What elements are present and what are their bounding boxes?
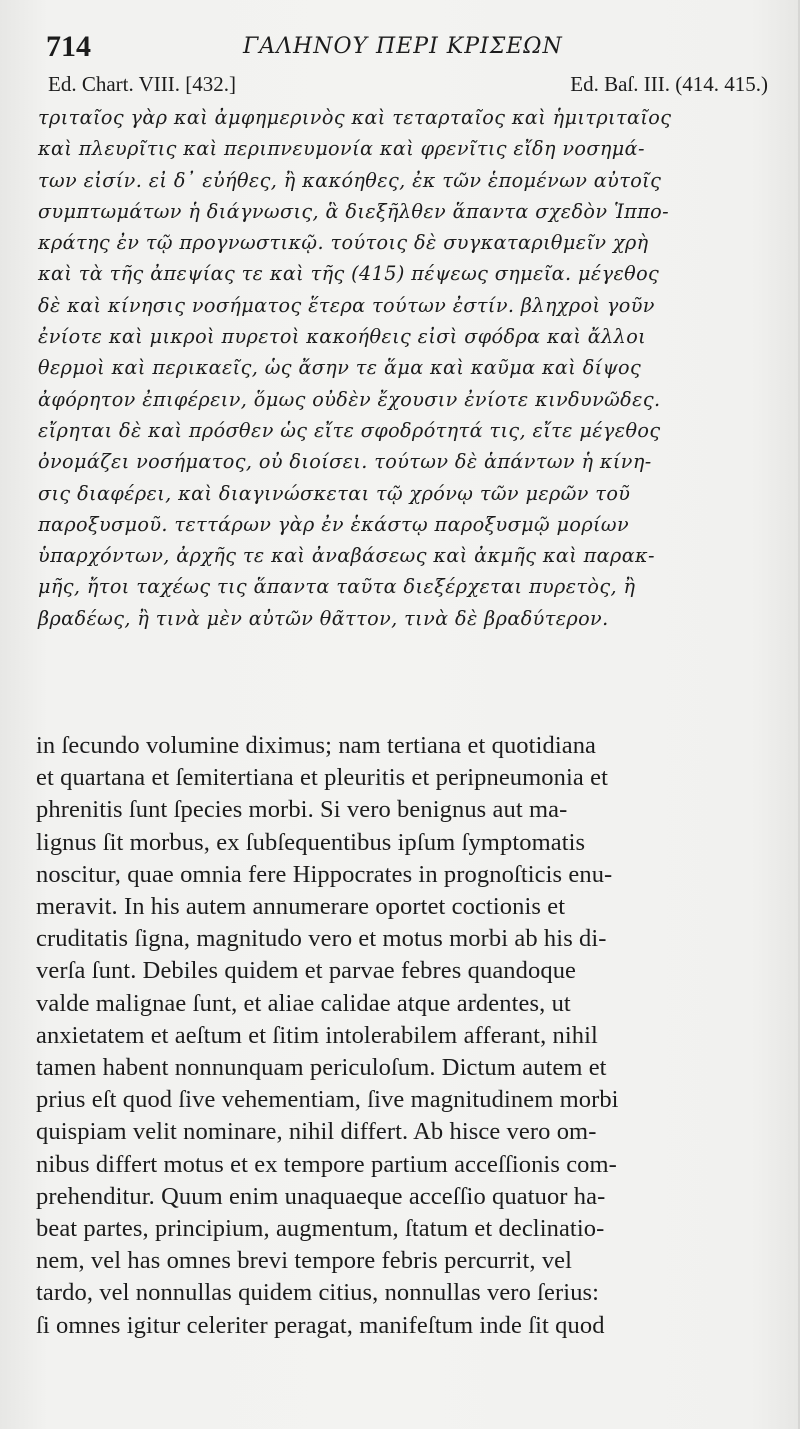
greek-text-line: ὑπαρχόντων, ἀρχῆς τε καὶ ἀναβάσεως καὶ ἀκμῆς καὶ παρακ- [38,544,655,568]
greek-text-line: κράτης ἐν τῷ προγνωστικῷ. τούτοις δὲ συγκαταριθμεῖν χρὴ [38,231,649,255]
latin-text-block [36,730,778,1342]
latin-text-line: cruditatis ſigna, magnitudo vero et motus morbi ab his di- [36,925,607,953]
greek-text-line: ὀνομάζει νοσήματος, οὐ διοίσει. τούτων δὲ ἁπάντων ἡ κίνη- [38,450,652,474]
latin-text-line: beat partes, principium, augmentum, ſtatum et declinatio- [36,1215,605,1243]
latin-text-line: noscitur, quae omnia fere Hippocrates in prognoſticis enu- [36,860,613,888]
greek-text-line: των εἰσίν. εἰ δ᾽ εὐήθες, ἢ κακόηθες, ἐκ τῶν ἑπομένων αὐτοῖς [38,168,662,192]
greek-text-line: μῆς, ἤτοι ταχέως τις ἅπαντα ταῦτα διεξέρχεται πυρετὸς, ἢ [38,575,636,599]
latin-text-line: valde malignae ſunt, et aliae calidae atque ardentes, ut [36,989,571,1017]
latin-text-line: in ſecundo volumine diximus; nam tertiana et quotidiana [36,732,597,759]
edition-chart-reference: Ed. Chart. VIII. [432.] [48,72,236,96]
latin-text-line: tardo, vel nonnullas quidem citius, nonnullas vero ſerius: [36,1279,600,1307]
latin-text-line: tamen habent nonnunquam periculoſum. Dictum autem et [36,1054,607,1082]
running-title: ΓΑΛΗΝΟΥ ΠΕΡΙ ΚΡΙΣΕΩΝ [243,34,563,59]
page-header [38,28,778,68]
latin-text-line: anxietatem et aeſtum et ſitim intolerabilem afferant, nihil [36,1021,598,1049]
edition-reference-line [48,72,768,102]
latin-text-line: quispiam velit nominare, nihil differt. Ab hisce vero om- [36,1118,597,1146]
latin-text-line: meravit. In his autem annumerare oportet coctionis et [36,893,566,921]
latin-text-line: phrenitis ſunt ſpecies morbi. Si vero benignus aut ma- [36,796,568,824]
greek-text-block [38,102,773,634]
latin-text-line: verſa ſunt. Debiles quidem et parvae febres quandoque [36,957,577,985]
latin-text-line: lignus ſit morbus, ex ſubſequentibus ipſum ſymptomatis [36,828,586,856]
latin-text-line: prius eſt quod ſive vehementiam, ſive magnitudinem morbi [36,1086,619,1114]
greek-text-line: εἴρηται δὲ καὶ πρόσθεν ὡς εἴτε σφοδρότητά τις, εἴτε μέγεθος [38,418,661,442]
latin-text-line: nem, vel has omnes brevi tempore febris percurrit, vel [36,1247,573,1275]
greek-text-line: καὶ τὰ τῆς ἀπεψίας τε καὶ τῆς (415) πέψεως σημεῖα. μέγεθος [38,262,660,286]
page-number: 714 [46,30,91,63]
greek-text-line: σις διαφέρει, καὶ διαγινώσκεται τῷ χρόνῳ τῶν μερῶν τοῦ [38,481,631,505]
latin-text-line: ſi omnes igitur celeriter peragat, manifeſtum inde ſit quod [36,1311,605,1339]
greek-text-line: θερμοὶ καὶ περικαεῖς, ὡς ἄσην τε ἅμα καὶ καῦμα καὶ δίψος [38,356,642,380]
greek-text-line: δὲ καὶ κίνησις νοσήματος ἕτερα τούτων ἐστίν. βληχροὶ γοῦν [38,293,655,317]
greek-text-line: ἐνίοτε καὶ μικροὶ πυρετοὶ κακοήθεις εἰσὶ σφόδρα καὶ ἄλλοι [38,325,647,349]
latin-text-line: nibus differt motus et ex tempore partium acceſſionis com- [36,1150,617,1178]
latin-text-line: prehenditur. Quum enim unaquaeque acceſſio quatuor ha- [36,1182,606,1210]
greek-text-line: καὶ πλευρῖτις καὶ περιπνευμονία καὶ φρενῖτις εἴδη νοσημά- [38,137,645,161]
greek-text-line: ἀφόρητον ἐπιφέρειν, ὅμως οὐδὲν ἔχουσιν ἐνίοτε κινδυνῶδες. [38,387,661,411]
greek-text-line: συμπτωμάτων ἡ διάγνωσις, ἃ διεξῆλθεν ἅπαντα σχεδὸν Ἱππο- [38,199,670,223]
greek-text-line: τριταῖος γὰρ καὶ ἀμφημερινὸς καὶ τεταρταῖος καὶ ἡμιτριταῖος [38,106,672,129]
latin-text-line: et quartana et ſemitertiana et pleuritis et peripneumonia et [36,764,608,792]
greek-text-line: βραδέως, ἢ τινὰ μὲν αὐτῶν θᾶττον, τινὰ δὲ βραδύτερον. [38,606,609,630]
greek-text-line: παροξυσμοῦ. τεττάρων γὰρ ἐν ἑκάστῳ παροξυσμῷ μορίων [38,512,630,536]
edition-basel-reference: Ed. Baſ. III. (414. 415.) [570,72,768,96]
